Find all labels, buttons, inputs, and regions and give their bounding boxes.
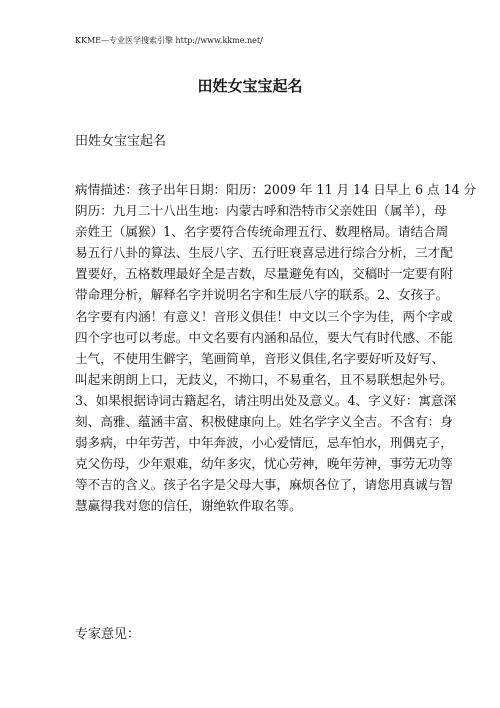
body-line: 刻、高雅、蕴涵丰富、积极健康向上。姓名学字义全吉。不含有：身 [75, 414, 453, 430]
body-line: 弱多病，中年劳苦，中年奔波，小心爱情厄，忌车怕水，刑偶克子， [75, 435, 453, 451]
body-line: 土气，不使用生僻字，笔画简单，音形义俱佳,名字要好听及好写、 [75, 350, 445, 366]
body-line: 等不吉的含义。孩子名字是父母大事，麻烦各位了，请您用真诚与智 [75, 477, 453, 493]
body-line: 3、如果根据诗词古籍起名，请注明出处及意义。4、字义好：寓意深 [75, 392, 457, 408]
body-line: 名字要有内涵！有意义！音形义俱佳！中文以三个字为佳，两个字或 [75, 308, 453, 324]
expert-opinion-label: 专家意见： [75, 627, 141, 642]
body-line: 病情描述：孩子出年日期：阳历：2009 年 11 月 14 日早上 6 点 14 分 [75, 182, 477, 197]
section-subtitle: 田姓女宝宝起名 [75, 134, 167, 149]
body-line: 克父伤母，少年艰难，幼年多灾，忧心劳神，晚年劳神，事劳无功等 [75, 456, 453, 472]
case-description [75, 179, 477, 517]
body-line: 四个字也可以考虑。中文名要有内涵和品位，要大气有时代感、不能 [75, 329, 453, 345]
body-line: 慧赢得我对您的信任，谢绝软件取名等。 [75, 498, 302, 514]
body-line: 亲姓王（属猴）1、名字要符合传统命理五行、数理格局。请结合周 [75, 224, 449, 240]
page-title: 田姓女宝宝起名 [197, 77, 303, 95]
body-line: 置要好，五格数理最好全是吉数，尽量避免有凶，交稿时一定要有附 [75, 266, 453, 282]
body-line: 带命理分析，解释名字并说明名字和生辰八字的联系。2、女孩子。 [75, 287, 449, 303]
body-line: 叫起来朗朗上口，无歧义，不拗口，不易重名，且不易联想起外号。 [75, 371, 453, 387]
body-line: 阴历：九月二十八出生地：内蒙古呼和浩特市父亲姓田（属羊），母 [75, 203, 447, 219]
page-header: KKME—专业医学搜索引擎 http://www.kkme.net/ [75, 36, 263, 45]
body-line: 易五行八卦的算法、生辰八字、五行旺衰喜忌进行综合分析，三才配 [75, 245, 453, 261]
